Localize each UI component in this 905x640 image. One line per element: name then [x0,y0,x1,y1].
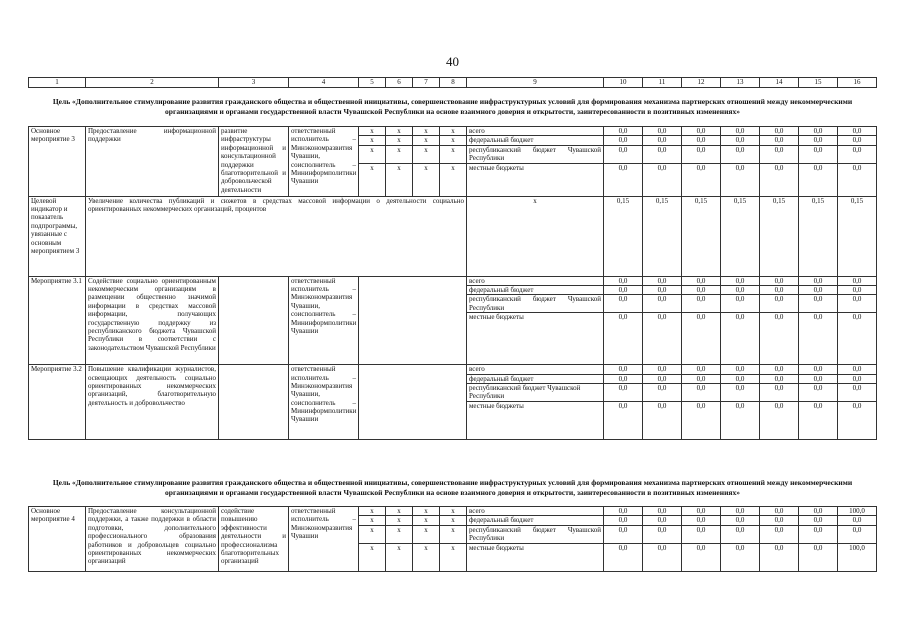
col-num-9: 9 [467,78,604,88]
main-table-block-2 [28,506,877,572]
row-m4-source: федеральный бюджет [467,516,604,525]
col-num-1: 1 [29,78,86,88]
value-cell: 0,0 [682,313,721,365]
value-cell: 0,0 [643,525,682,543]
value-cell: 0,0 [604,313,643,365]
value-cell: 0,0 [799,507,838,516]
value-cell: 0,0 [604,374,643,383]
value-cell: 0,0 [838,365,877,374]
value-cell: 0,0 [760,163,799,196]
value-cell: 0,0 [799,525,838,543]
row-m4-x: x [440,507,467,516]
row-m4-executor: ответственный исполнитель – Минэкономразвития Чувашии [289,507,359,572]
row-m3-x: x [413,127,440,136]
value-cell: 0,0 [604,365,643,374]
value-cell: 0,0 [838,401,877,439]
value-cell: 0,0 [721,383,760,401]
value-cell: 0,0 [643,383,682,401]
value-cell: 0,0 [799,374,838,383]
value-cell: 0,0 [604,136,643,145]
indicator-value: 0,15 [760,196,799,276]
row-m4-title: Предоставление консультационной поддержки, а также поддержки в области подготовки, дополнительного профессионального образования работников и добровольцев социально ориентированных некоммерческих организаций [86,507,219,572]
value-cell: 0,0 [643,145,682,163]
row-m3-x: x [440,163,467,196]
value-cell: 0,0 [721,401,760,439]
col-num-8: 8 [440,78,467,88]
row-m3-x: x [386,136,413,145]
value-cell: 0,0 [721,136,760,145]
value-cell: 0,0 [721,276,760,285]
row-m32-source: республиканский бюджет Чувашской Республики [467,383,604,401]
value-cell: 0,0 [760,516,799,525]
row-m4-x: x [386,525,413,543]
value-cell: 0,0 [760,276,799,285]
row-m4-x: x [440,543,467,571]
row-m3-x: x [386,127,413,136]
row-m4-name: Основное мероприятие 4 [29,507,86,572]
row-m31-codes [359,276,467,365]
value-cell: 0,0 [721,365,760,374]
value-cell: 0,0 [643,136,682,145]
row-m3-source: федеральный бюджет [467,136,604,145]
value-cell: 0,0 [643,285,682,294]
row-ind3-x: x [467,196,604,276]
value-cell: 0,0 [721,543,760,571]
row-m3-x: x [386,163,413,196]
row-m3-source: местные бюджеты [467,163,604,196]
row-m4-x: x [413,516,440,525]
value-cell: 0,0 [838,276,877,285]
value-cell: 0,0 [838,163,877,196]
value-cell: 0,0 [643,313,682,365]
row-ind3-title: Увеличение количества публикаций и сюжетов в средствах массовой информации о деятельности социально ориентированных некоммерческих организаций, процентов [86,196,467,276]
col-num-11: 11 [643,78,682,88]
value-cell: 0,0 [760,127,799,136]
value-cell: 0,0 [760,383,799,401]
value-cell: 0,0 [682,543,721,571]
value-cell: 0,0 [799,136,838,145]
col-num-15: 15 [799,78,838,88]
value-cell: 0,0 [604,516,643,525]
row-m4-x: x [413,507,440,516]
value-cell: 0,0 [643,516,682,525]
row-m3-x: x [386,145,413,163]
row-m31-name: Мероприятие 3.1 [29,276,86,365]
value-cell: 0,0 [604,507,643,516]
value-cell: 0,0 [604,163,643,196]
table-row-m3-total [29,127,877,136]
row-m3-x: x [440,145,467,163]
col-num-7: 7 [413,78,440,88]
value-cell: 0,0 [760,401,799,439]
value-cell: 0,0 [643,365,682,374]
value-cell: 0,0 [682,295,721,313]
value-cell: 0,0 [760,507,799,516]
row-m4-source: республиканский бюджет Чувашской Республики [467,525,604,543]
value-cell: 0,0 [682,136,721,145]
value-cell: 0,0 [760,543,799,571]
value-cell: 0,0 [799,145,838,163]
row-m3-x: x [359,145,386,163]
row-m3-source: республиканский бюджет Чувашской Республики [467,145,604,163]
value-cell: 0,0 [760,295,799,313]
value-cell: 0,0 [721,374,760,383]
row-m3-x: x [359,163,386,196]
row-m4-x: x [386,543,413,571]
row-m4-source: местные бюджеты [467,543,604,571]
value-cell: 0,0 [838,136,877,145]
value-cell: 0,0 [604,525,643,543]
row-m4-x: x [359,543,386,571]
value-cell: 0,0 [721,295,760,313]
value-cell: 0,0 [604,543,643,571]
row-m31-source: местные бюджеты [467,313,604,365]
value-cell: 0,0 [799,365,838,374]
value-cell: 0,0 [643,507,682,516]
value-cell: 0,0 [643,127,682,136]
indicator-value: 0,15 [643,196,682,276]
value-cell: 0,0 [799,543,838,571]
row-m32-source: всего [467,365,604,374]
value-cell: 0,0 [838,295,877,313]
row-m4-x: x [359,525,386,543]
row-m3-x: x [440,127,467,136]
goal-heading-1: Цель «Дополнительное стимулирование развития гражданского общества и общественной инициативы, совершенствование инфраструктурных условий для формирования механизма партнерских отношений между некоммерческими организациями и органами государственной власти Чувашской Республики на основе взаимного доверия и открытости, заинтересованности в позитивных изменениях» [52,97,853,116]
value-cell: 0,0 [838,285,877,294]
row-m3-x: x [413,163,440,196]
row-m4-x: x [386,516,413,525]
row-m3-x: x [440,136,467,145]
value-cell: 100,0 [838,543,877,571]
value-cell: 0,0 [682,365,721,374]
row-m3-executor: ответственный исполнитель – Минэкономразвития Чувашии, соисполнитель – Мининформполитики Чувашии [289,127,359,197]
value-cell: 0,0 [682,516,721,525]
row-m4-x: x [413,525,440,543]
value-cell: 0,0 [799,295,838,313]
row-m4-x: x [440,516,467,525]
value-cell: 0,0 [838,525,877,543]
value-cell: 0,0 [760,525,799,543]
col-num-3: 3 [219,78,289,88]
value-cell: 0,0 [682,163,721,196]
value-cell: 0,0 [838,145,877,163]
column-number-header [28,77,877,88]
indicator-value: 0,15 [721,196,760,276]
row-m31-title: Содействие социально ориентированным некоммерческим организациям в размещении общественно значимой информации в средствах массовой информации, получающих государственную поддержку из республиканского бюджета Чувашской Республики в соответствии с законодательством Чувашской Республики [86,276,219,365]
value-cell: 0,0 [721,285,760,294]
row-m3-x: x [413,136,440,145]
indicator-value: 0,15 [838,196,877,276]
row-m32-title: Повышение квалификации журналистов, освещающих деятельность социально ориентированных некоммерческих организаций, благотворительную деятельность и добровольчество [86,365,219,440]
col-num-13: 13 [721,78,760,88]
value-cell: 0,0 [721,525,760,543]
row-m3-title: Предоставление информационной поддержки [86,127,219,197]
col-num-4: 4 [289,78,359,88]
value-cell: 0,0 [760,285,799,294]
goal-heading-2: Цель «Дополнительное стимулирование развития гражданского общества и общественной инициативы, совершенствование инфраструктурных условий для формирования механизма партнерских отношений между некоммерческими организациями и органами государственной власти Чувашской Республики на основе взаимного доверия и открытости, заинтересованности в позитивных изменениях» [52,478,853,497]
value-cell: 0,0 [838,313,877,365]
value-cell: 0,0 [838,383,877,401]
row-m31-result [219,276,289,365]
value-cell: 0,0 [721,127,760,136]
col-num-12: 12 [682,78,721,88]
value-cell: 0,0 [799,401,838,439]
value-cell: 0,0 [604,285,643,294]
col-num-10: 10 [604,78,643,88]
value-cell: 0,0 [760,365,799,374]
value-cell: 0,0 [682,127,721,136]
indicator-value: 0,15 [604,196,643,276]
value-cell: 100,0 [838,507,877,516]
row-m31-executor: ответственный исполнитель – Минэкономразвития Чувашии, соисполнитель – Мининформполитики Чувашии [289,276,359,365]
row-m3-name: Основное мероприятие 3 [29,127,86,197]
value-cell: 0,0 [604,145,643,163]
value-cell: 0,0 [643,276,682,285]
row-m3-source: всего [467,127,604,136]
value-cell: 0,0 [604,127,643,136]
row-m4-x: x [440,525,467,543]
row-m32-result [219,365,289,440]
value-cell: 0,0 [838,374,877,383]
value-cell: 0,0 [799,516,838,525]
col-num-2: 2 [86,78,219,88]
value-cell: 0,0 [643,295,682,313]
col-num-16: 16 [838,78,877,88]
table-row-m32-total [29,365,877,374]
value-cell: 0,0 [682,276,721,285]
value-cell: 0,0 [604,401,643,439]
value-cell: 0,0 [682,374,721,383]
row-m31-source: всего [467,276,604,285]
indicator-value: 0,15 [682,196,721,276]
row-m4-x: x [386,507,413,516]
value-cell: 0,0 [682,401,721,439]
col-num-6: 6 [386,78,413,88]
value-cell: 0,0 [799,163,838,196]
row-m32-codes [359,365,467,440]
value-cell: 0,0 [604,276,643,285]
row-m31-source: федеральный бюджет [467,285,604,294]
row-m3-x: x [359,127,386,136]
value-cell: 0,0 [643,163,682,196]
value-cell: 0,0 [682,507,721,516]
value-cell: 0,0 [799,383,838,401]
value-cell: 0,0 [799,276,838,285]
value-cell: 0,0 [760,145,799,163]
row-m31-source: республиканский бюджет Чувашской Республики [467,295,604,313]
row-m32-executor: ответственный исполнитель – Минэкономразвития Чувашии, соисполнитель – Мининформполитики Чувашии [289,365,359,440]
value-cell: 0,0 [799,313,838,365]
row-m32-source: федеральный бюджет [467,374,604,383]
value-cell: 0,0 [682,525,721,543]
row-m3-x: x [359,136,386,145]
col-num-5: 5 [359,78,386,88]
value-cell: 0,0 [604,383,643,401]
table-row-m4-total [29,507,877,516]
row-m3-x: x [413,145,440,163]
value-cell: 0,0 [799,285,838,294]
row-m32-name: Мероприятие 3.2 [29,365,86,440]
value-cell: 0,0 [721,507,760,516]
value-cell: 0,0 [721,145,760,163]
value-cell: 0,0 [643,401,682,439]
row-m4-x: x [359,516,386,525]
table-row-m31-total [29,276,877,285]
indicator-value: 0,15 [799,196,838,276]
value-cell: 0,0 [760,313,799,365]
main-table-block-1 [28,126,877,440]
row-ind3-name: Целевой индикатор и показатель подпрограммы, увязанные с основным мероприятием 3 [29,196,86,276]
value-cell: 0,0 [838,127,877,136]
page-number: 40 [446,54,459,69]
value-cell: 0,0 [682,285,721,294]
row-m4-x: x [359,507,386,516]
value-cell: 0,0 [643,543,682,571]
value-cell: 0,0 [682,383,721,401]
value-cell: 0,0 [760,374,799,383]
value-cell: 0,0 [838,516,877,525]
value-cell: 0,0 [799,127,838,136]
row-m4-source: всего [467,507,604,516]
row-m3-result: развитие инфраструктуры информационной и консультационной поддержки благотворительной и добровольческой деятельности [219,127,289,197]
value-cell: 0,0 [604,295,643,313]
value-cell: 0,0 [760,136,799,145]
row-m32-source: местные бюджеты [467,401,604,439]
value-cell: 0,0 [643,374,682,383]
value-cell: 0,0 [721,516,760,525]
row-m4-result: содействие повышению эффективности деятельности и профессионализма благотворительных организаций [219,507,289,572]
table-row-indicator-3 [29,196,877,276]
value-cell: 0,0 [721,163,760,196]
value-cell: 0,0 [682,145,721,163]
col-num-14: 14 [760,78,799,88]
value-cell: 0,0 [721,313,760,365]
row-m4-x: x [413,543,440,571]
